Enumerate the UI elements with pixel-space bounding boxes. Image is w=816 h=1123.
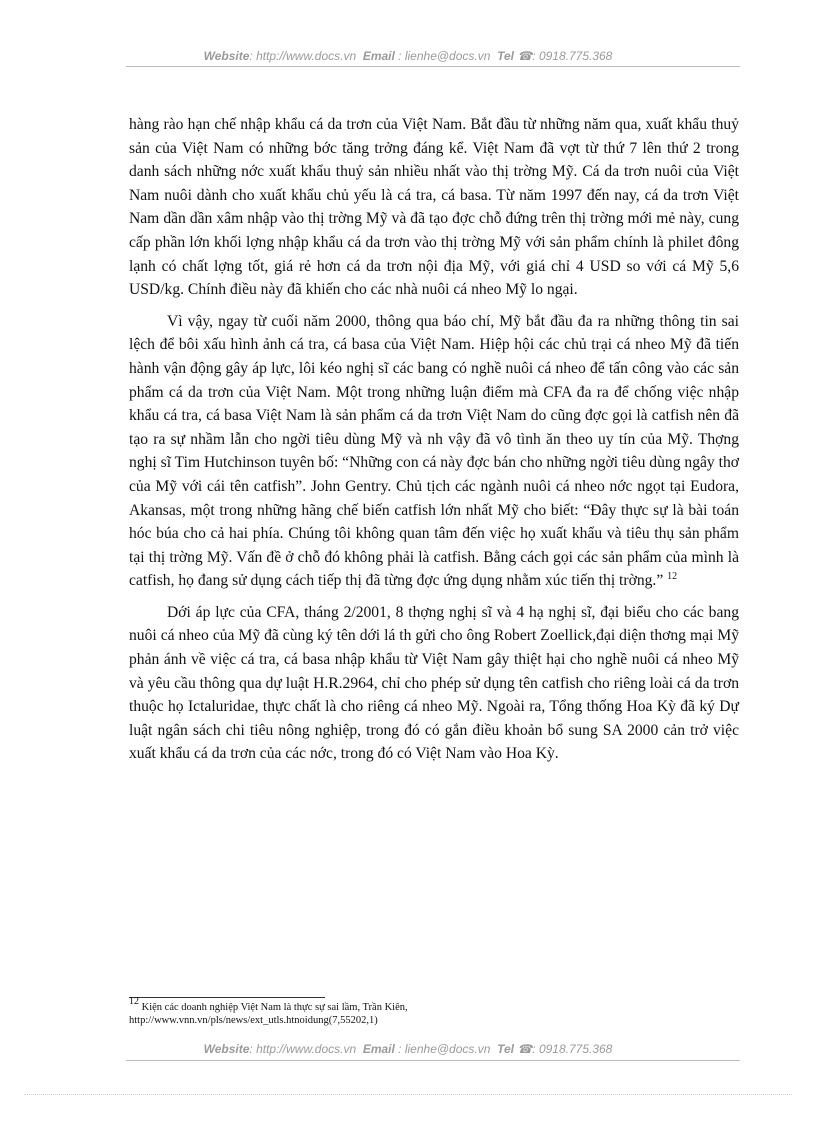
footer-tel-label: Tel (497, 1042, 514, 1056)
footnote-reference[interactable]: 12 (667, 571, 678, 583)
footer-rule (126, 1060, 740, 1061)
footer-tel-value: : 0918.775.368 (532, 1042, 613, 1056)
tel-label: Tel (497, 49, 514, 63)
header-rule (126, 66, 740, 67)
email-label: Email (362, 49, 395, 63)
document-body (129, 113, 739, 774)
footer-email-value[interactable]: : lienhe@docs.vn (398, 1042, 491, 1056)
page-break-dots (24, 1094, 792, 1095)
footnote-mark: 12 (129, 996, 139, 1007)
footnote-link[interactable]: http://www.vnn.vn/pls/news/ext_utls.htnoidung(7,55202,1) (129, 1015, 378, 1026)
footnote (129, 996, 649, 1027)
footnote-text: Kiện các doanh nghiệp Việt Nam là thực sự sai lầm, Trần Kiên, (141, 1002, 408, 1013)
tel-value: : 0918.775.368 (532, 49, 613, 63)
phone-icon: ☎ (517, 1042, 533, 1056)
paragraph-2-text: Vì vậy, ngay từ cuối năm 2000, thông qua báo chí, Mỹ bắt đầu đa ra những thông tin sai lệch để bôi xấu hình ảnh cá tra, cá basa của Việt Nam. Hiệp hội các chủ trại cá nheo Mỹ đã tiến hành vận động gây áp lực, lôi kéo nghị sĩ các bang có nghề nuôi cá nheo để tấn công vào các sản phẩm cá da trơn của Việt Nam. Một trong những luận điểm mà CFA đa ra để chống việc nhập khẩu cá tra, cá basa Việt Nam là sản phẩm cá da trơn Việt Nam do cũng đợc gọi là catfish nên đã tạo ra sự nhầm lẫn cho ngời tiêu dùng Mỹ và nh vậy đã vô tình ăn theo uy tín của Mỹ. Thợng nghị sĩ Tim Hutchinson tuyên bố: “Những con cá này đợc bán cho những ngời tiêu dùng ngây thơ của Mỹ với cái tên catfish”. John Gentry. Chủ tịch các ngành nuôi cá nheo nớc ngọt tại Eudora, Akansas, một trong những hãng chế biến catfish lớn nhất Mỹ cho biết: “Đây thực sự là bài toán hóc búa cho cả hai phía. Chúng tôi không quan tâm đến việc họ xuất khẩu và tiêu thụ sản phẩm tại thị trờng Mỹ. Vấn đề ở chỗ đó không phải là catfish. Bằng cách gọi các sản phẩm của mình là catfish, họ đang sử dụng cách tiếp thị đã từng đợc ứng dụng nhằm xúc tiến thị trờng.” (129, 312, 739, 590)
page-header (0, 49, 816, 63)
website-label: Website (203, 49, 250, 63)
footer-website-label: Website (203, 1042, 250, 1056)
email-value[interactable]: : lienhe@docs.vn (398, 49, 491, 63)
page-footer (0, 1042, 816, 1056)
paragraph-3: Dới áp lực của CFA, tháng 2/2001, 8 thợng nghị sĩ và 4 hạ nghị sĩ, đại biểu cho các bang nuôi cá nheo của Mỹ đã cùng ký tên dới lá th gửi cho ông Robert Zoellick,đại diện thơng mại Mỹ phản ánh về việc cá tra, cá basa nhập khẩu từ Việt Nam gây thiệt hại cho nghề nuôi cá nheo Mỹ và yêu cầu thông qua dự luật H.R.2964, chỉ cho phép sử dụng tên catfish cho riêng loài cá da trơn thuộc họ Ictaluridae, thực chất là cho riêng cá nheo Mỹ. Ngoài ra, Tổng thống Hoa Kỳ đã ký Dự luật ngân sách chi tiêu nông nghiệp, trong đó có gắn điều khoản bổ sung SA 2000 cản trở việc xuất khẩu cá da trơn của các nớc, trong đó có Việt Nam vào Hoa Kỳ. (129, 603, 739, 763)
paragraph-2 (129, 310, 739, 593)
website-url[interactable]: : http://www.docs.vn (249, 49, 357, 63)
footnote-line-1 (129, 996, 649, 1014)
footer-email-label: Email (362, 1042, 395, 1056)
phone-icon: ☎ (517, 49, 533, 63)
footer-website-url[interactable]: : http://www.docs.vn (249, 1042, 357, 1056)
paragraph-1: hàng rào hạn chế nhập khẩu cá da trơn của Việt Nam. Bắt đầu từ những năm qua, xuất khẩu thuỷ sản của Việt Nam có những bớc tăng trởng đáng kể. Việt Nam đã vợt từ thứ 7 lên thứ 2 trong danh sách những nớc xuất khẩu thuỷ sản nhiều nhất vào thị trờng Mỹ. Cá da trơn nuôi của Việt Nam nuôi dành cho xuất khẩu chủ yếu là cá tra, cá basa. Từ năm 1997 đến nay, cá da trơn Việt Nam dần dần xâm nhập vào thị trờng Mỹ và đã tạo đợc chỗ đứng trên thị trờng mới mẻ này, cung cấp phần lớn khối lợng nhập khẩu cá da trơn vào thị trờng Mỹ với sản phẩm chính là philet đông lạnh có chất lợng tốt, giá rẻ hơn cá da trơn nội địa Mỹ, với giá chỉ 4 USD so với cá Mỹ 5,6 USD/kg. Chính điều này đã khiến cho các nhà nuôi cá nheo Mỹ lo ngại. (129, 116, 739, 299)
footnote-separator (129, 997, 325, 998)
